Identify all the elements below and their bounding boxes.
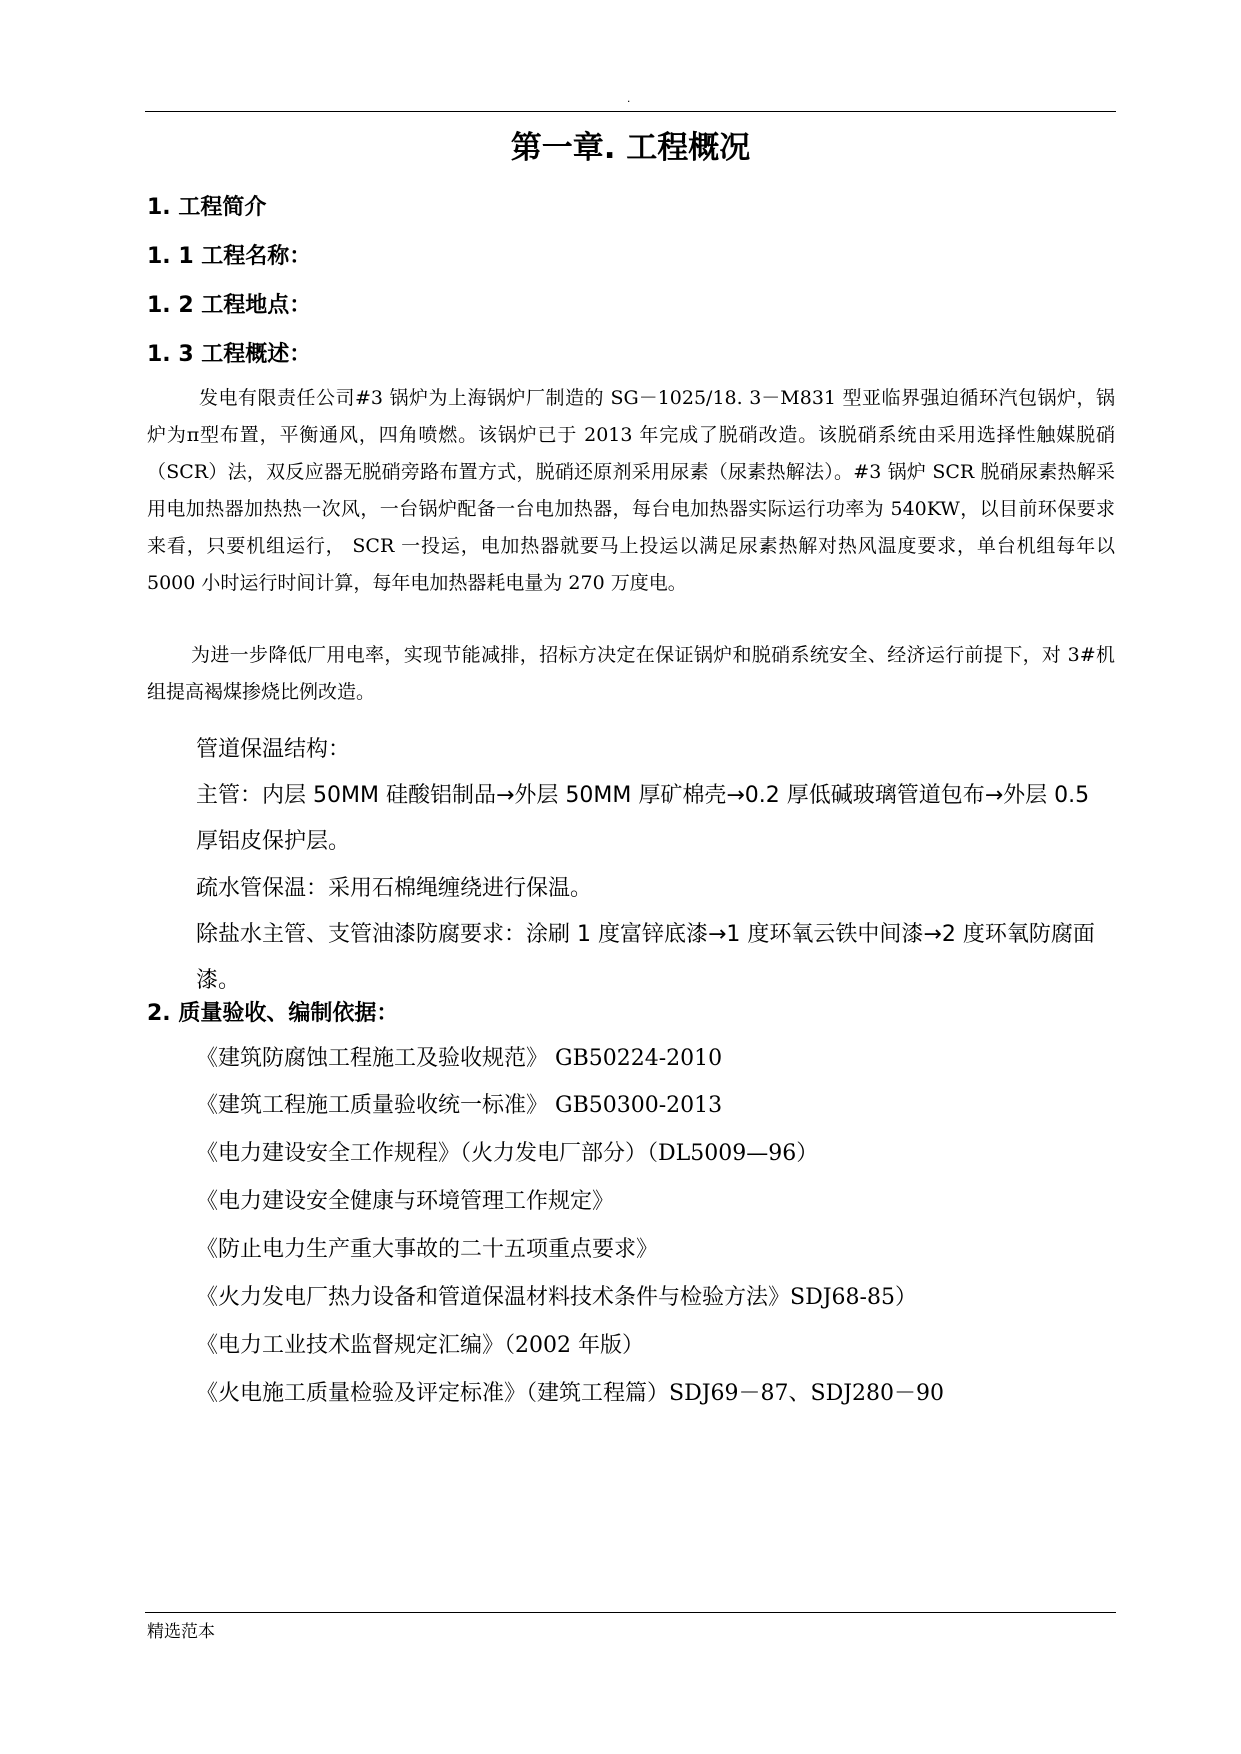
chapter-title: 第一章. 工程概况	[510, 130, 751, 166]
reference-item: 《电力建设安全健康与环境管理工作规定》	[196, 1189, 615, 1214]
section-heading-project-intro: 1. 工程简介	[147, 195, 267, 220]
coating-requirement: 除盐水主管、支管油漆防腐要求：涂刷 1 度富锌底漆→1 度环氧云铁中间漆→2 度环氧防腐面漆。	[196, 922, 1095, 993]
reference-item: 《防止电力生产重大事故的二十五项重点要求》	[196, 1237, 659, 1262]
overview-paragraph: 发电有限责任公司#3 锅炉为上海锅炉厂制造的 SG－1025/18. 3－M831 型亚临界强迫循环汽包锅炉，锅炉为π型布置，平衡通风，四角喷燃。该锅炉已于 2013 年完成了脱硝改造。该脱硝系统由采用选择性触媒脱硝（SCR）法，双反应器无脱硝旁路布置方式，脱硝还原剂采用尿素（尿素热解法）。#3 锅炉 SCR 脱硝尿素热解采用电加热器加热热一次风，一台锅炉配备一台电加热器，每台电加热器实际运行功率为 540KW，以目前环保要求来看，只要机组运行， SCR 一投运，电加热器就要马上投运以满足尿素热解对热风温度要求，单台机组每年以 5000 小时运行时间计算，每年电加热器耗电量为 270 万度电。	[147, 387, 1115, 594]
section-heading-project-overview: 1. 3 工程概述：	[147, 342, 312, 367]
reference-item: 《建筑防腐蚀工程施工及验收规范》 GB50224-2010	[196, 1046, 723, 1071]
section-heading-project-location: 1. 2 工程地点：	[147, 293, 312, 318]
header-mark: .	[627, 91, 631, 105]
reference-item: 《电力建设安全工作规程》（火力发电厂部分）（DL5009—96）	[196, 1141, 819, 1166]
drain-pipe-insulation: 疏水管保温：采用石棉绳缠绕进行保温。	[196, 876, 593, 901]
footer-rule	[145, 1612, 1116, 1613]
reference-item: 《火力发电厂热力设备和管道保温材料技术条件与检验方法》SDJ68-85）	[196, 1285, 917, 1310]
header-rule	[145, 111, 1116, 112]
reference-item: 《建筑工程施工质量验收统一标准》 GB50300-2013	[196, 1093, 723, 1118]
section-heading-quality-basis: 2. 质量验收、编制依据：	[147, 1001, 399, 1026]
footer-text: 精选范本	[147, 1622, 215, 1642]
section-heading-project-name: 1. 1 工程名称：	[147, 244, 312, 269]
insulation-heading: 管道保温结构：	[196, 737, 351, 762]
reference-item: 《火电施工质量检验及评定标准》（建筑工程篇）SDJ69－87、SDJ280－90	[196, 1381, 945, 1406]
main-pipe-insulation: 主管：内层 50MM 硅酸铝制品→外层 50MM 厚矿棉壳→0.2 厚低碱玻璃管道包布→外层 0.5 厚铝皮保护层。	[196, 783, 1090, 854]
reference-item: 《电力工业技术监督规定汇编》（2002 年版）	[196, 1333, 644, 1358]
objective-paragraph: 为进一步降低厂用电率，实现节能减排，招标方决定在保证锅炉和脱硝系统安全、经济运行前提下，对 3#机组提高褐煤掺烧比例改造。	[147, 644, 1115, 703]
